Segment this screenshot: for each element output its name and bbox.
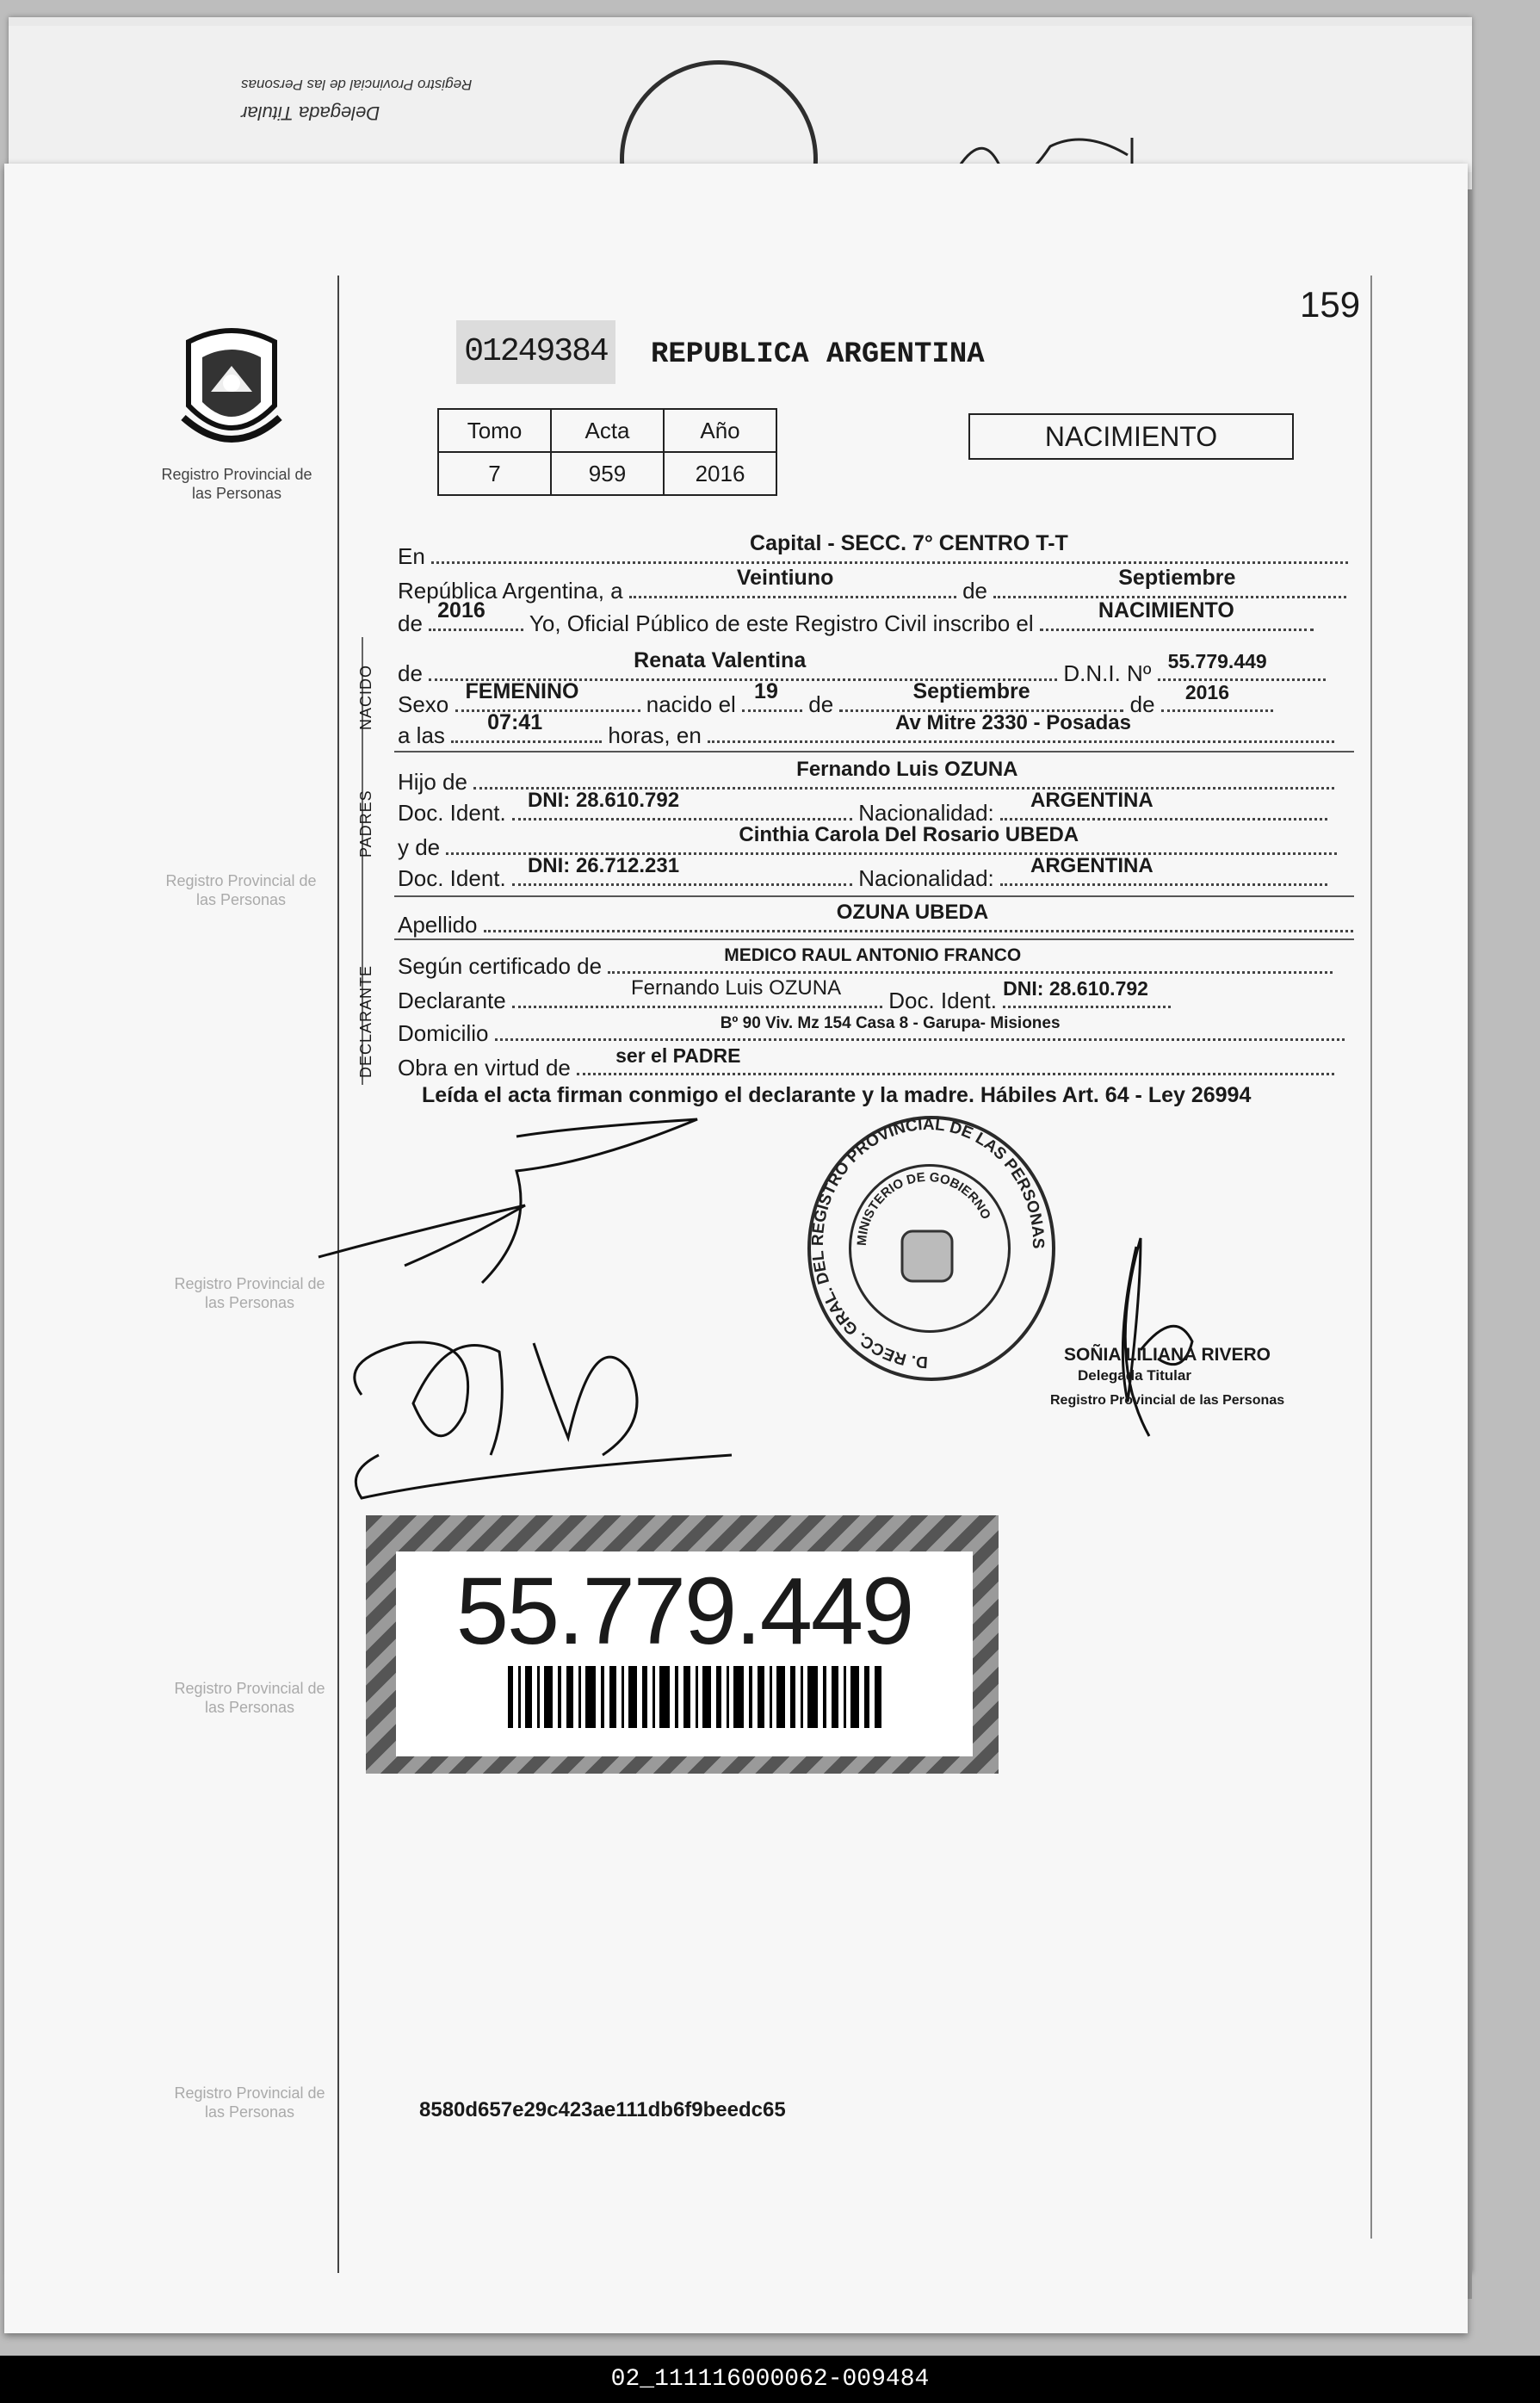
divider-apellido xyxy=(394,938,1354,940)
field-lugar-nac: Av Mitre 2330 - Posadas xyxy=(895,711,1131,734)
ghost-registry-4: Registro Provincial de las Personas xyxy=(174,2084,325,2121)
field-anio: 2016 xyxy=(437,598,486,622)
section-declarante: DECLARANTE xyxy=(357,964,374,1078)
signer-name: SOÑIA LILIANA RIVERO xyxy=(1064,1345,1271,1365)
row-inscribe: de 2016 Yo, Oficial Público de este Registro Civil inscribo el NACIMIENTO xyxy=(398,608,1314,637)
row-en: En Capital - SECC. 7° CENTRO T-T xyxy=(398,541,1348,570)
barcode-bars xyxy=(508,1666,887,1728)
field-padre-nac: ARGENTINA xyxy=(1030,789,1153,812)
table-value-acta: 959 xyxy=(551,452,664,495)
field-obra: ser el PADRE xyxy=(615,1044,741,1067)
row-domicilio: Domicilio Bº 90 Viv. Mz 154 Casa 8 - Garupa- Misiones xyxy=(398,1018,1345,1047)
field-inscribe: NACIMIENTO xyxy=(1098,598,1234,622)
declarant-signature xyxy=(310,1111,758,1558)
field-hora: 07:41 xyxy=(487,710,543,734)
ghost-registry-2: Registro Provincial de las Personas xyxy=(174,1275,325,1311)
field-dia-nac: 19 xyxy=(754,679,778,703)
svg-text:MINISTERIO DE GOBIERNO: MINISTERIO DE GOBIERNO xyxy=(854,1169,994,1247)
section-nacido: NACIDO xyxy=(357,664,374,730)
file-id-bar xyxy=(0,2356,1540,2403)
ghost-registry-3: Registro Provincial de las Personas xyxy=(174,1680,325,1716)
official-signature xyxy=(1080,1221,1235,1445)
field-certificado: MEDICO RAUL ANTONIO FRANCO xyxy=(724,945,1022,965)
table-value-tomo: 7 xyxy=(438,452,551,495)
registry-caption: Registro Provincial de las Personas xyxy=(161,466,312,502)
field-nombre: Renata Valentina xyxy=(634,648,807,672)
row-apellido: Apellido OZUNA UBEDA xyxy=(398,909,1353,938)
field-dia: Veintiuno xyxy=(736,566,834,590)
misiones-coat-of-arms-icon xyxy=(176,323,287,454)
ghost-registry-1: Registro Provincial de las Personas xyxy=(165,872,317,908)
table-value-anio: 2016 xyxy=(664,452,776,495)
field-dni: 55.779.449 xyxy=(1167,650,1267,672)
row-padre: Hijo de Fernando Luis OZUNA xyxy=(398,766,1334,796)
row-hora: a las 07:41 horas, en Av Mitre 2330 - Posadas xyxy=(398,720,1334,749)
signer-registry: Registro Provincial de las Personas xyxy=(1050,1393,1285,1408)
field-declarante-doc: DNI: 28.610.792 xyxy=(1003,977,1148,1000)
record-table xyxy=(437,408,777,496)
field-anio-nac: 2016 xyxy=(1184,681,1229,703)
field-madre-nac: ARGENTINA xyxy=(1030,854,1153,877)
page-number: 159 xyxy=(1300,284,1361,325)
divider-padres xyxy=(394,895,1354,897)
barcode-number: 55.779.449 xyxy=(455,1558,913,1664)
row-nombre: de Renata Valentina D.N.I. Nº 55.779.449 xyxy=(398,658,1326,687)
document-hash: 8580d657e29c423ae111db6f9beedc65 xyxy=(419,2098,786,2121)
document-type: NACIMIENTO xyxy=(968,413,1294,460)
field-apellido: OZUNA UBEDA xyxy=(836,901,989,924)
row-obra: Obra en virtud de ser el PADRE xyxy=(398,1052,1334,1081)
field-padre-doc: DNI: 28.610.792 xyxy=(527,789,680,812)
table-header-acta: Acta xyxy=(551,409,664,452)
row-fecha: República Argentina, a Veintiuno de Septiembre xyxy=(398,575,1346,604)
field-mes-nac: Septiembre xyxy=(912,679,1030,703)
field-madre: Cinthia Carola Del Rosario UBEDA xyxy=(739,823,1079,846)
closing-text: Leída el acta firman conmigo el declarante y la madre. Hábiles Art. 64 - Ley 26994 xyxy=(422,1083,1252,1107)
back-signer-role: Delegada Titular xyxy=(241,102,380,124)
control-number: 01249384 xyxy=(456,320,615,384)
field-madre-doc: DNI: 26.712.231 xyxy=(527,854,680,877)
row-madre: y de Cinthia Carola Del Rosario UBEDA xyxy=(398,832,1337,861)
seal-inner-ring xyxy=(849,1164,1005,1328)
field-sexo: FEMENINO xyxy=(465,679,579,703)
field-padre: Fernando Luis OZUNA xyxy=(796,758,1018,781)
country-title: REPUBLICA ARGENTINA xyxy=(651,338,985,371)
table-header-tomo: Tomo xyxy=(438,409,551,452)
field-mes: Septiembre xyxy=(1118,566,1236,590)
row-padre-doc: Doc. Ident. DNI: 28.610.792 Nacionalidad: ARGENTINA xyxy=(398,797,1327,827)
field-declarante: Fernando Luis OZUNA xyxy=(630,976,842,1000)
divider-nacido xyxy=(394,751,1354,752)
section-padres: PADRES xyxy=(357,790,374,858)
file-id: 02_111116000062-009484 xyxy=(610,2366,930,2393)
right-margin-line xyxy=(1370,276,1372,2239)
row-madre-doc: Doc. Ident. DNI: 26.712.231 Nacionalidad: ARGENTINA xyxy=(398,863,1327,892)
row-certificado: Según certificado de MEDICO RAUL ANTONIO FRANCO xyxy=(398,951,1333,980)
signer-role: Delegada Titular xyxy=(1078,1367,1191,1384)
svg-text:D. RECC. GRAL. DEL REGISTRO PR: D. RECC. GRAL. DEL REGISTRO PROVINCIAL DE LAS PERSONAS xyxy=(808,1116,1048,1372)
row-declarante: Declarante Fernando Luis OZUNA Doc. Ident. DNI: 28.610.792 xyxy=(398,985,1171,1014)
row-sexo: Sexo FEMENINO nacido el 19 de Septiembre de 2016 xyxy=(398,689,1273,718)
table-header-anio: Año xyxy=(664,409,776,452)
field-lugar: Capital - SECC. 7° CENTRO T-T xyxy=(750,531,1068,555)
field-domicilio: Bº 90 Viv. Mz 154 Casa 8 - Garupa- Misiones xyxy=(720,1014,1061,1032)
back-registry: Registro Provincial de las Personas xyxy=(241,77,473,93)
